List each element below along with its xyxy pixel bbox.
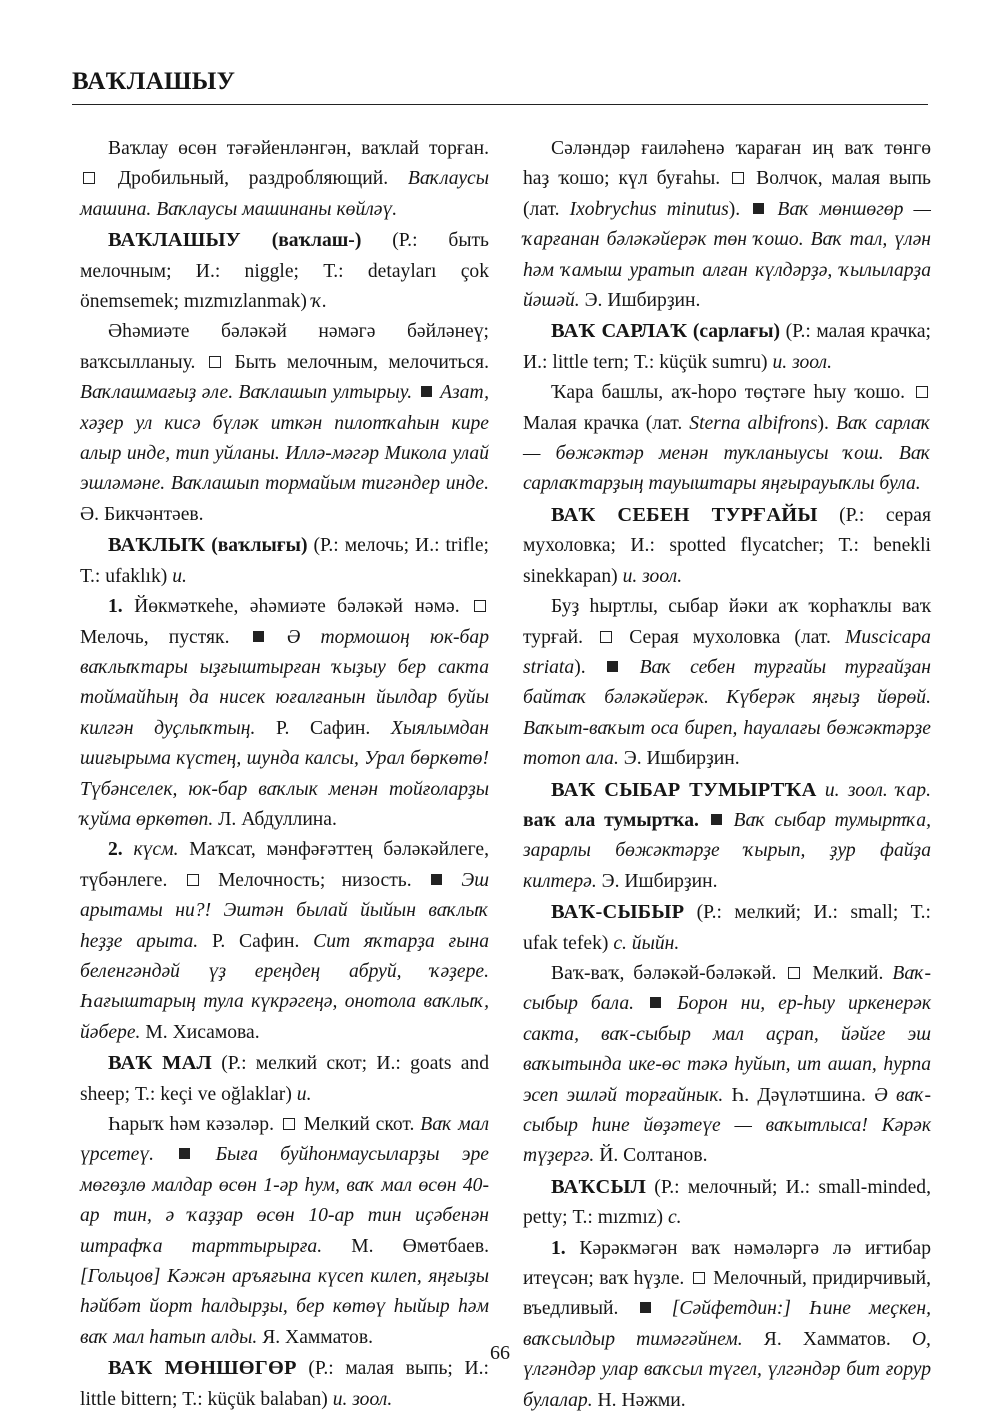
dictionary-entry (523, 775, 931, 898)
example-text: Ваҡ мөншөгөр — ҡарғанан бәләкәйерәк төн ҡошо. Ваҡ тал, үлән һәм ҡамыш уратып алған күлдәрҙә, ҡылыларҙа йәшәй. (523, 198, 931, 312)
example-text: Быға буйһонмаусыларҙы эре мөгөҙлө малдар өсөн 1-әр һум, ваҡ мал өсөн 40-ар тин, ә ҡаҙҙар өсөн 10-ар тин иҫәбенән штрафҡа тарттырырға. (80, 1144, 489, 1257)
translation-gloss: (Р.: быть мелочным; И.: niggle; Т.: detayları çok önemsemek; mızmızlanmak) (80, 230, 489, 313)
example-text: Ваҡ сарлаҡ — бөжәктәр менән туҡланыусы ҡош. Ваҡ сарлаҡтарҙың тауыштары яңғырауыҡлы була. (523, 412, 931, 495)
part-of-speech: и. (296, 1083, 312, 1105)
russian-equivalent-icon (600, 631, 612, 643)
dictionary-entry (523, 500, 931, 775)
part-of-speech: и. зоол. (824, 779, 888, 801)
literary-example-icon (753, 203, 764, 214)
source-author: Р. Сафин. (276, 717, 371, 739)
right-column (523, 134, 931, 1416)
headword-variant: (ваҡлаш-) (271, 230, 362, 252)
sense-number: 2. (108, 839, 123, 861)
entry-definition: Әһәмиәте бәләкәй нәмәгә бәйләнеү; ваҡсылланыу. Быть мелочным, мелочиться. Ваҡлашмағыҙ әле. Ваҡлашып ултырыу. Азат, хәҙер ул кисә бүләк иткән пилотҡаһын кире алыр инде, тип уйланы. Иллә-мәгәр Микола улай эшләмәне. Ваҡлашып тормайым тигәндер инде. Ә. Бикчәнтәев. (80, 321, 490, 525)
literary-example-icon (640, 1302, 651, 1313)
example-text: Борон ни, ер-һыу иркенерәк сакта, ваҡ-сыбыр мал аҫрап, йәйге эш ваҡытында ике-өс тәкә һуйып, ит ашап, һурпа эсеп эшләй торғайнык. (523, 993, 931, 1106)
headword: ВАҠЛАШЫУ (108, 229, 241, 252)
entry-header (80, 530, 489, 592)
source-author: Э. Ишбирҙин. (623, 748, 740, 770)
source-author: Э. Ишбирҙин. (584, 290, 701, 312)
translation-gloss: (Р.: мелкий; И.: small; Т.: ufak tefek) (523, 902, 932, 954)
source-author: М. Хисамова. (145, 1021, 260, 1043)
translation-gloss: (Р.: серая мухоловка; И.: spotted flycatcher; Т.: benekli sinekkapan) (523, 504, 931, 587)
example-text: О, үлгәндәр улар ваҡсыл түгел, үлгәндәр бит ғорур булалар. (523, 1328, 931, 1411)
source-author: М. Өмөтбаев. (351, 1235, 489, 1257)
page-number: 66 (490, 1342, 510, 1364)
part-of-speech: и. (172, 565, 187, 587)
entry-header (80, 225, 489, 317)
russian-equivalent-icon (693, 1272, 705, 1284)
source-author: Л. Абдуллина. (218, 808, 337, 830)
russian-equivalent-icon (283, 1118, 295, 1130)
literary-example-icon (711, 814, 722, 825)
dictionary-entry (80, 530, 489, 1048)
source-author: Р. Сафин. (211, 930, 300, 952)
sense-1: 1. Йөкмәткеһе, әһәмиәте бәләкәй нәмә. Мелочь, пустяк. Ә тормошоң юк-бар ваҡлыҡтары ыҙғыштырған ҡыҙыу бер сакта тоймайһың да нисек юғалғанын йылдар буйы килгән дуҫлыҡтың. Р. Сафин. Хыялымдан шиғырыма күстең, шунда калсы, Урал бөркөтө! Түбәнселек, юк-бар ваҡлык менән тойғоларҙы ҡуйма өркөтөп. Л. Абдуллина. (80, 596, 489, 830)
headword: ВАҠ-СЫБЫР (551, 901, 685, 924)
source-author: Й. Солтанов. (599, 1145, 708, 1167)
entry-continuation (523, 134, 931, 316)
example-text: Ә тормошоң юк-бар ваҡлыҡтары ыҙғыштырған ҡыҙыу бер сакта тоймайһың да нисек юғалғанын йылдар буйы килгән дуҫлыҡтың. (80, 626, 489, 739)
dictionary-entry (523, 1172, 931, 1416)
headword-variant: (ваҡлығы) (211, 535, 308, 557)
headword: ВАҠ СЕБЕН ТУРҒАЙЫ (551, 503, 818, 526)
cross-reference-label: ҡар. (896, 779, 931, 801)
entry-definition: Буҙ һыртлы, сыбар йәки аҡ ҡорһаҡлы ваҡ турғай. Серая мухоловка (лат. Muscicapa striata). Ваҡ себен турғайы турғайҙан байтаҡ бәләкәйерәк. Күберәк яңғыҙ йөрөй. Ваҡыт-ваҡыт оса биреп, һауалағы бөжәктәрҙе тотоп ала. Э. Ишбирҙин. (523, 596, 931, 770)
part-of-speech: с. (667, 1207, 682, 1229)
example-text: [Гольцов] Кәжән аръяғына күсеп килеп, яңғыҙы һәйбәт йорт һалдырҙы, бер көтөү һыйыр һәм ваҡ мал һатып алды. (80, 1266, 489, 1348)
headword: ВАҠ СЫБАР ТУМЫРТҠА (551, 778, 817, 801)
entry-continuation (80, 134, 489, 225)
headword: ВАҠЛЫҠ (108, 534, 206, 557)
example-text: Ваҡ сыбар тумыртҡа, зарарлы бөжәктәрҙе ҡырып, ҙур файҙа килтерә. (523, 809, 931, 892)
part-of-speech: ҡ. (311, 291, 328, 313)
literary-example-icon (431, 874, 442, 885)
literary-example-icon (253, 631, 264, 642)
example-text: Ваҡ-сыбыр бала. (523, 962, 931, 1015)
example-text: [Сәйфетдин:] Һине меҫкен, ваҡсылдыр тимәгәйнем. (523, 1298, 931, 1350)
literary-example-icon (607, 661, 618, 672)
entry-header (523, 897, 931, 959)
example-text: Ваҡлашмағыҙ әле. Ваҡлашып ултырыу. (80, 382, 413, 404)
sense-number: 1. (551, 1237, 566, 1259)
dictionary-entry (80, 225, 489, 530)
entry-header (523, 1172, 931, 1234)
entry-header (523, 775, 931, 898)
example-text: Ваҡ себен турғайы турғайҙан байтаҡ бәләкәйерәк. Күберәк яңғыҙ йөрөй. Ваҡыт-ваҡыт оса биреп, һауалағы бөжәктәрҙе тотоп ала. (523, 656, 931, 770)
header-rule (72, 104, 928, 105)
russian-equivalent-icon (732, 172, 744, 184)
dictionary-entry (80, 1048, 489, 1353)
example-text: Азат, хәҙер ул кисә бүләк иткән пилотҡаһын кире алыр инде, тип уйланы. Иллә-мәгәр Микола улай эшләмәне. Ваҡлашып тормайым тигәндер инде. (80, 382, 490, 495)
example-text: Эш арытамы ни?! Эштән былай йыйын ваҡлыҡ һеҙҙе арыта. (80, 869, 490, 952)
source-author: Я. Хамматов. (262, 1326, 374, 1348)
source-author: Я. Хамматов. (763, 1328, 891, 1350)
source-author: Э. Ишбирҙин. (601, 870, 718, 892)
running-head: ВАҠЛАШЫУ (72, 68, 236, 95)
translation-gloss: (Р.: малая выпь; И.: little bittern; Т.: küçük balaban) (80, 1358, 490, 1410)
headword: ВАҠ МАЛ (108, 1052, 212, 1075)
latin-name: Muscicapa striata (523, 626, 931, 678)
example-text: Ваҡ мал үрсетеү. (80, 1114, 490, 1166)
translation-gloss: (Р.: малая крачка; И.: little tern; Т.: küçük sumru) (523, 321, 931, 373)
part-of-speech: и. зоол. (332, 1388, 393, 1410)
latin-name: Sterna albifrons (689, 412, 818, 434)
russian-equivalent-icon (916, 386, 928, 398)
literary-example-icon (179, 1148, 190, 1159)
russian-equivalent-icon (788, 967, 800, 979)
translation-gloss: (Р.: мелкий скот; И.: goats and sheep; Т.: keçi ve oğlaklar) (80, 1053, 489, 1105)
entry-definition: Һарыҡ һәм кәзәләр. Мелкий скот. Ваҡ мал үрсетеү. Быға буйһонмаусыларҙы эре мөгөҙлө малдар өсөн 1-әр һум, ваҡ мал өсөн 40-ар тин, ә ҡаҙҙар өсөн 10-ар тин иҫәбенән штрафҡа тарттырырға. М. Өмөтбаев. [Гольцов] Кәжән аръяғына күсеп килеп, яңғыҙы һәйбәт йорт һалдырҙы, бер көтөү һыйыр һәм ваҡ мал һатып алды. Я. Хамматов. (80, 1114, 490, 1348)
entry-header (80, 1048, 489, 1110)
example-text: Ә ваҡ-сыбыр һине йөҙәтеүе — ваҡытлыса! Кәрәк түҙергә. (523, 1084, 931, 1167)
russian-equivalent-icon (187, 874, 199, 886)
entry-definition: Сәләндәр ғаиләһенә ҡараған иң ваҡ төнгө һаҙ ҡошо; күл буғаһы. Волчок, малая выпь (лат. Ixobrychus minutus). Ваҡ мөншөгөр — ҡарғанан бәләкәйерәк төн ҡошо. Ваҡ тал, үлән һәм ҡамыш уратып алған күлдәрҙә, ҡылыларҙа йәшәй. Э. Ишбирҙин. (523, 138, 931, 312)
example-text: Хыялымдан шиғырыма күстең, шунда калсы, Урал бөркөтө! Түбәнселек, юк-бар ваҡлык менән тойғоларҙы ҡуйма өркөтөп. (80, 717, 489, 830)
source-author: Н. Нәжми. (597, 1389, 686, 1411)
translation-gloss: (Р.: мелочный; И.: small-minded, petty; Т.: mızmız) (523, 1176, 931, 1229)
dictionary-entry (523, 316, 931, 499)
source-author: Ә. Бикчәнтәев. (80, 503, 204, 525)
dictionary-entry (523, 897, 931, 1172)
russian-equivalent-icon (83, 172, 95, 184)
headword: ВАҠ МӨНШӨГӨР (108, 1357, 297, 1380)
translation-gloss: (Р.: мелочь; И.: trifle; Т.: ufaklık) (80, 535, 489, 587)
headword: ВАҠ САРЛАҠ (551, 320, 688, 343)
literary-example-icon (650, 997, 661, 1008)
sense-1: 1. Кәрәкмәгән ваҡ нәмәләргә лә иғтибар итеүсән; ваҡ һүҙле. Мелочный, придирчивый, въедливый. [Сәйфетдин:] Һине меҫкен, ваҡсылдыр тимәгәйнем. Я. Хамматов. О, үлгәндәр улар ваҡсыл түгел, үлгәндәр бит ғорур булалар. Н. Нәжми. (523, 1237, 931, 1411)
part-of-speech: и. зоол. (772, 351, 832, 373)
part-of-speech: и. зоол. (622, 565, 683, 587)
entry-header (523, 316, 931, 378)
sense-number: 1. (108, 596, 123, 618)
headword: ВАҠСЫЛ (551, 1175, 647, 1198)
source-author: Һ. Дәүләтшина. (731, 1084, 866, 1106)
part-of-speech: с. йыйн. (613, 932, 680, 954)
literary-example-icon (421, 386, 432, 397)
russian-equivalent-icon (474, 600, 486, 612)
entry-definition: Ваҡлау өсөн тәғәйенләнгән, ваҡлай торған. Дробильный, раздробляющий. Ваҡлаусы машина. Ваҡлаусы машинаны көйләү. (80, 138, 489, 220)
entry-definition: Ваҡ-ваҡ, бәләкәй-бәләкәй. Мелкий. Ваҡ-сыбыр бала. Борон ни, ер-һыу иркенерәк сакта, ваҡ-сыбыр мал аҫрап, йәйге эш ваҡытында ике-өс тәкә һуйып, ит ашап, һурпа эсеп эшләй торғайнык. Һ. Дәүләтшина. Ә ваҡ-сыбыр һине йөҙәтеүе — ваҡытлыса! Кәрәк түҙергә. Й. Солтанов. (523, 962, 931, 1167)
headword-variant: (сарлағы) (692, 321, 781, 343)
usage-label: күсм. (133, 839, 179, 861)
sense-2: 2. күсм. Маҡсат, мәнфәғәттең бәләкәйлеге, түбәнлеге. Мелочность; низость. Эш арытамы ни?! Эштән былай йыйын ваҡлыҡ һеҙҙе арыта. Р. Сафин. Сит яҡтарҙа ғына беленгәндәй үҙ ереңдең абруй, ҡәҙере. Һағыштарың тула күкрәгеңә, онотола ваҡлыҡ, йәбере. М. Хисамова. (80, 839, 490, 1043)
entry-header (523, 500, 931, 592)
left-column (80, 134, 489, 1415)
russian-equivalent-icon (209, 356, 221, 368)
entry-definition: Ҡара башлы, аҡ-һоро төҫтәге һыу ҡошо. Малая крачка (лат. Sterna albifrons). Ваҡ сарлаҡ — бөжәктәр менән туҡланыусы ҡош. Ваҡ сарлаҡтарҙың тауыштары яңғырауыҡлы була. (523, 382, 931, 495)
example-text: Ваҡлаусы машина. Ваҡлаусы машинаны көйләү. (80, 168, 489, 220)
example-text: Сит яҡтарҙа ғына беленгәндәй үҙ ереңдең абруй, ҡәҙере. Һағыштарың тула күкрәгеңә, онотола ваҡлыҡ, йәбере. (80, 930, 489, 1043)
latin-name: Ixobrychus minutus (569, 198, 729, 220)
cross-reference-target: ваҡ ала тумыртҡа. (523, 809, 699, 831)
